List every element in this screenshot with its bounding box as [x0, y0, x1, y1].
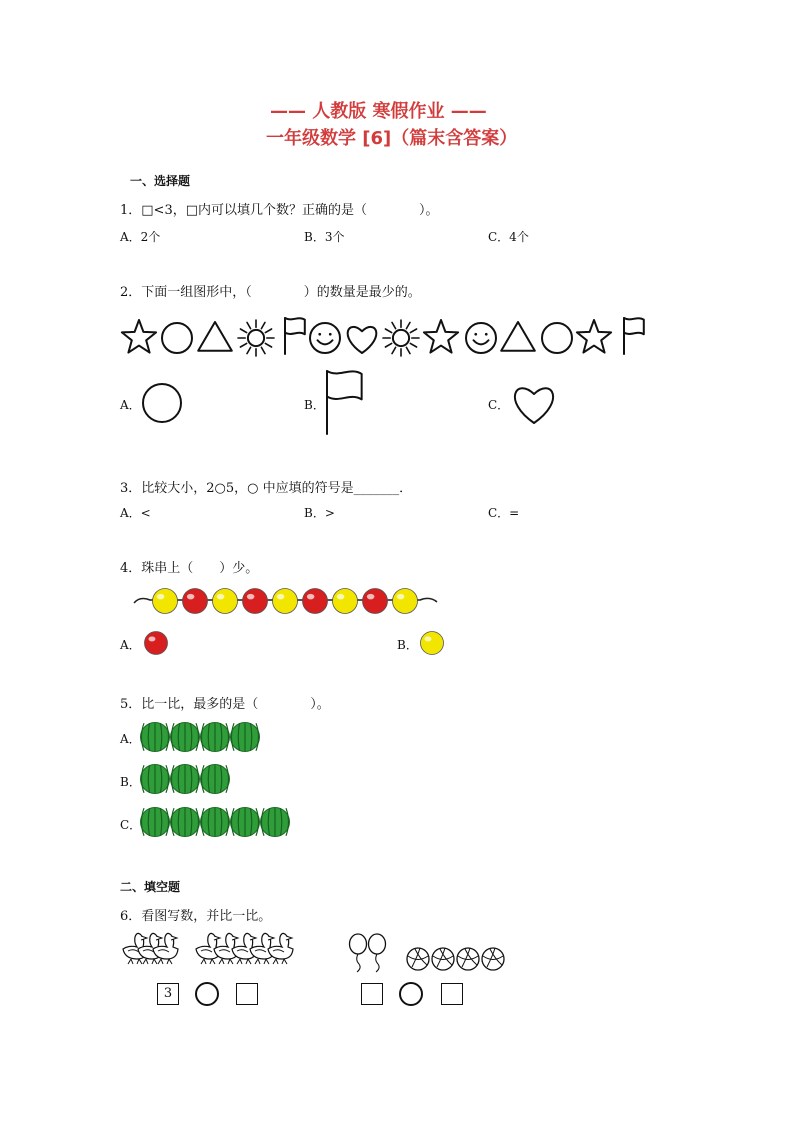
- q1-option-b[interactable]: B．3个: [304, 230, 345, 244]
- watermelon-icon: [171, 765, 200, 794]
- bead-yellow: [153, 589, 178, 614]
- q3-option-b[interactable]: B．>: [304, 506, 335, 520]
- question-5: 5．比一比，最多的是（ ）。: [120, 697, 330, 712]
- bead-yellow: [213, 589, 238, 614]
- watermelon-icon: [231, 723, 260, 752]
- smiley-icon: [466, 323, 496, 353]
- watermelon-icon: [141, 765, 170, 794]
- bead-red: [243, 589, 268, 614]
- star-icon: [424, 320, 458, 353]
- balloon-icon: [369, 934, 386, 972]
- watermelon-icon: [141, 723, 170, 752]
- watermelon-icon: [201, 808, 230, 837]
- answer-box-3[interactable]: [361, 983, 383, 1005]
- bead-red: [363, 589, 388, 614]
- question-4: 4．珠串上（ ）少。: [120, 561, 259, 576]
- question-3: 3．比较大小，2○5，○ 中应填的符号是_______．: [120, 481, 413, 496]
- flag-icon: [285, 318, 305, 354]
- q2-option-a[interactable]: A．: [120, 398, 141, 412]
- sun-icon: [238, 320, 274, 356]
- q2-option-flag-icon[interactable]: [327, 371, 362, 434]
- bead-yellow: [393, 589, 418, 614]
- watermelon-icon: [231, 808, 260, 837]
- answer-box-4[interactable]: [441, 983, 463, 1005]
- bead-red: [183, 589, 208, 614]
- flag-icon: [624, 318, 644, 354]
- q2-option-heart-icon[interactable]: [515, 388, 553, 423]
- star-icon: [577, 320, 611, 353]
- q3-option-c[interactable]: C．=: [488, 506, 520, 520]
- q2-option-circle-icon[interactable]: [143, 384, 181, 422]
- volleyball-icon: [482, 948, 504, 970]
- circle-icon: [162, 323, 192, 353]
- answer-box-1[interactable]: 3: [157, 983, 179, 1005]
- watermelon-icon: [201, 765, 230, 794]
- volleyball-icon: [432, 948, 454, 970]
- q5-option-c[interactable]: C．: [120, 818, 142, 832]
- circle-icon: [542, 323, 572, 353]
- q4-option-a[interactable]: A．: [120, 638, 141, 652]
- q5-option-a[interactable]: A．: [120, 732, 141, 746]
- sun-icon: [383, 320, 419, 356]
- bead-red: [303, 589, 328, 614]
- section-title-fill: 二、填空题: [120, 880, 181, 894]
- q1-option-c[interactable]: C．4个: [488, 230, 529, 244]
- triangle-icon: [501, 322, 535, 351]
- volleyball-icon: [457, 948, 479, 970]
- volleyball-icon: [407, 948, 429, 970]
- compare-circle[interactable]: [400, 983, 422, 1005]
- question-6: 6．看图写数，并比一比。: [120, 909, 272, 924]
- watermelon-icon: [171, 723, 200, 752]
- q3-option-a[interactable]: A．<: [120, 506, 151, 520]
- watermelon-icon: [261, 808, 290, 837]
- watermelon-icon: [201, 723, 230, 752]
- q2-option-b[interactable]: B．: [304, 398, 325, 412]
- section-title-choice: 一、选择题: [130, 174, 191, 188]
- q5-option-b[interactable]: B．: [120, 775, 141, 789]
- title-line-2: 一年级数学 [6]（篇末含答案）: [266, 128, 518, 149]
- title-line-1: —— 人教版 寒假作业 ——: [270, 101, 487, 122]
- q4-option-bead-red[interactable]: [145, 632, 168, 655]
- question-2: 2．下面一组图形中，（ ）的数量是最少的。: [120, 285, 421, 300]
- bead-yellow: [273, 589, 298, 614]
- heart-icon: [348, 327, 377, 353]
- watermelon-icon: [141, 808, 170, 837]
- bead-yellow: [333, 589, 358, 614]
- star-icon: [122, 320, 156, 353]
- smiley-icon: [310, 323, 340, 353]
- triangle-icon: [198, 322, 232, 351]
- watermelon-icon: [171, 808, 200, 837]
- compare-circle[interactable]: [196, 983, 218, 1005]
- q2-option-c[interactable]: C．: [488, 398, 510, 412]
- balloon-icon: [350, 934, 367, 972]
- question-1: 1．□<3，□内可以填几个数？正确的是（ ）。: [120, 203, 439, 218]
- q4-option-bead-yellow[interactable]: [421, 632, 444, 655]
- q1-option-a[interactable]: A．2个: [120, 230, 161, 244]
- answer-box-2[interactable]: [236, 983, 258, 1005]
- q4-option-b[interactable]: B．: [397, 638, 418, 652]
